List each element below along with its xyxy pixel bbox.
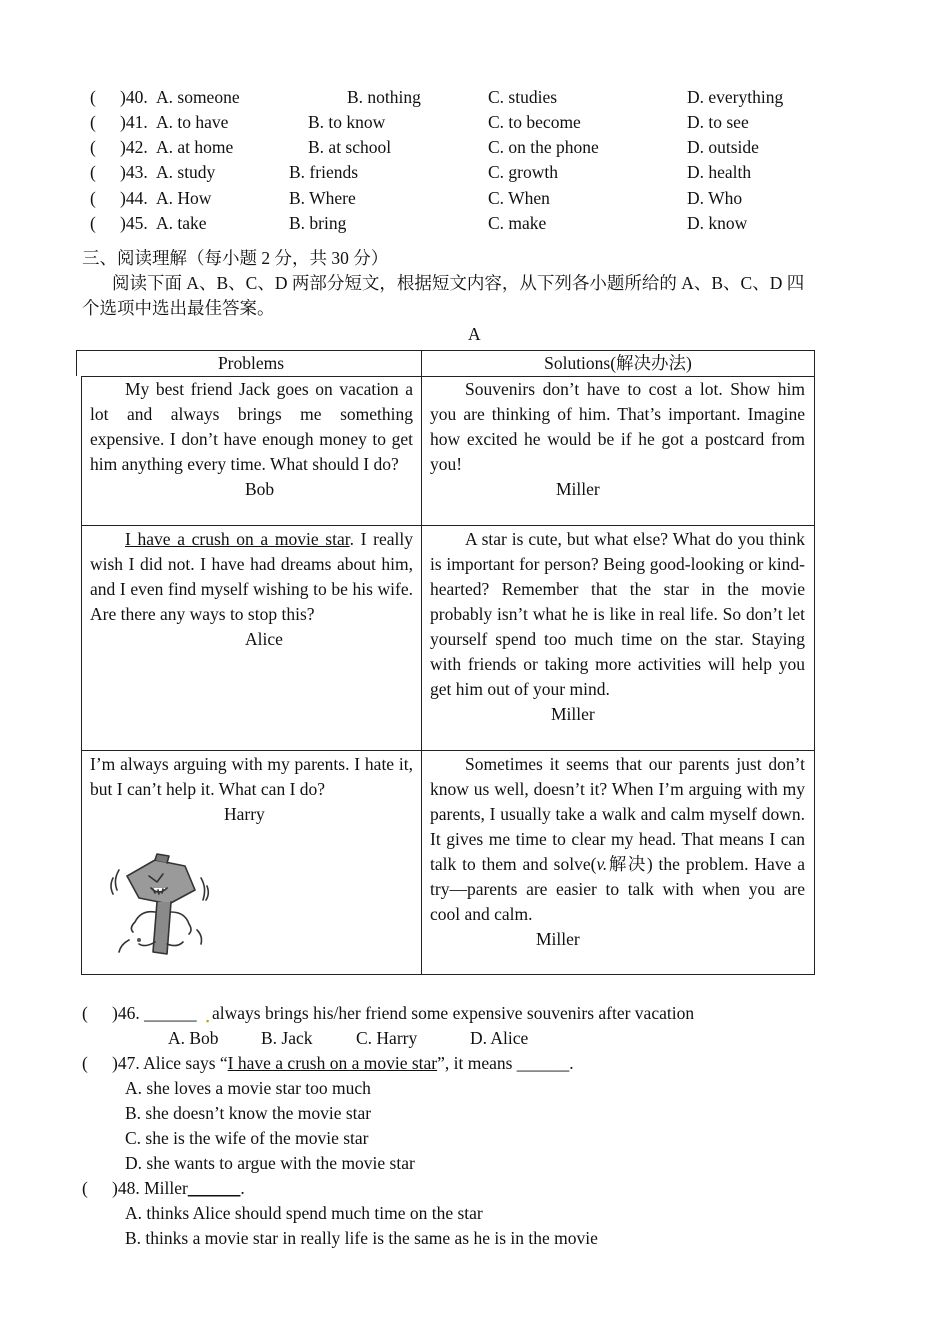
- question-stem: [112, 1051, 574, 1076]
- option-d: D. to see: [687, 112, 749, 132]
- option-c: C. make: [488, 213, 547, 233]
- solution-signature: Miller: [551, 704, 595, 724]
- header-problems: Problems: [217, 353, 285, 373]
- option-c: C. growth: [488, 162, 558, 182]
- option-a: A. she loves a movie star too much: [125, 1078, 371, 1098]
- answer-paren: (: [90, 162, 96, 182]
- stem-end: ”, it means ______.: [437, 1053, 574, 1073]
- answer-paren: (: [82, 1053, 88, 1073]
- problem-cell-bob: [90, 377, 413, 502]
- option-d: D. she wants to argue with the movie star: [125, 1153, 415, 1173]
- section-heading: 三、阅读理解（每小题 2 分，共 30 分）: [82, 248, 389, 268]
- table-border-middle: [421, 350, 422, 974]
- solution-text-part2: ) the problem. Have a try—parents are easier to talk with when you are cool and calm.: [430, 854, 805, 924]
- question-number: )42.: [120, 137, 148, 157]
- passage-label: A: [468, 324, 481, 344]
- option-d: D. Alice: [470, 1028, 529, 1048]
- header-solutions: Solutions(解决办法): [544, 353, 692, 373]
- option-b: B. friends: [289, 162, 359, 182]
- cursor-mark-icon: ▪: [206, 1016, 210, 1026]
- option-b: B. bring: [289, 213, 347, 233]
- mc-question-43: [0, 160, 950, 185]
- option-a: A. take: [156, 213, 207, 233]
- option-a: A. How: [156, 188, 212, 208]
- answer-paren: (: [82, 1003, 88, 1023]
- solution-cell-alice: [430, 527, 805, 727]
- option-c: C. on the phone: [488, 137, 599, 157]
- solution-signature: Miller: [556, 479, 600, 499]
- problem-signature: Bob: [245, 479, 275, 499]
- option-c: C. Harry: [356, 1028, 418, 1048]
- problem-text: My best friend Jack goes on vacation a lot and always brings me something expensive. I don’t have enough money to get him anything every time. What should I do?: [90, 379, 413, 474]
- solution-chinese-gloss: 解决: [607, 854, 647, 874]
- solution-cell-harry: [430, 752, 805, 952]
- answer-paren: (: [82, 1178, 88, 1198]
- mc-question-44: [0, 186, 950, 211]
- option-b: B. Where: [289, 188, 356, 208]
- solution-text: Souvenirs don’t have to cost a lot. Show him you are thinking of him. That’s important. Imagine how excited he would be if he got a postcard from you!: [430, 379, 805, 474]
- section-instruction-line2: 个选项中选出最佳答案。: [82, 298, 275, 318]
- option-a: A. study: [156, 162, 216, 182]
- problem-text: [90, 527, 413, 627]
- table-border-right: [814, 350, 815, 974]
- answer-paren: (: [90, 112, 96, 132]
- answer-paren: (: [90, 188, 96, 208]
- answer-paren: (: [90, 137, 96, 157]
- question-stem: [112, 1176, 245, 1201]
- solution-text: A star is cute, but what else? What do you think is important for person? Being good-looking or kind-hearted? Remember that the star in the movie probably isn’t what he is like in real life. So don’t let yourself spend too much time on the star. Staying with friends or taking more activities will help you get him out of your mind.: [430, 529, 805, 699]
- question-number: )44.: [120, 188, 148, 208]
- option-a: A. Bob: [168, 1028, 219, 1048]
- problem-text: I’m always arguing with my parents. I hate it, but I can’t help it. What can I do?: [90, 754, 413, 799]
- solution-text-part1: Sometimes it seems that our parents just don’t know us well, doesn’t it? When I’m arguing with my parents, I usually take a walk and calm myself down. It gives me time to clear my head. That means I can talk to them and solve(: [430, 754, 805, 874]
- question-number: )41.: [120, 112, 148, 132]
- problems-solutions-table: [81, 350, 815, 975]
- option-d: D. outside: [687, 137, 759, 157]
- option-b: B. to know: [308, 112, 386, 132]
- problem-signature: Harry: [224, 804, 265, 824]
- option-a: A. thinks Alice should spend much time on the star: [125, 1203, 483, 1223]
- option-c: C. she is the wife of the movie star: [125, 1128, 369, 1148]
- option-c: C. When: [488, 188, 550, 208]
- option-b: B. she doesn’t know the movie star: [125, 1103, 372, 1123]
- solution-text: [430, 752, 805, 927]
- option-a: A. someone: [156, 87, 240, 107]
- mc-question-40: [0, 85, 950, 110]
- option-b: B. at school: [308, 137, 392, 157]
- table-border: [81, 525, 815, 526]
- solution-cell-bob: [430, 377, 805, 502]
- stem-start: )47. Alice says “: [112, 1053, 228, 1073]
- section-instruction-line1: 阅读下面 A、B、C、D 两部分短文，根据短文内容，从下列各小题所给的 A、B、C、D 四: [112, 273, 805, 293]
- option-c: C. to become: [488, 112, 581, 132]
- question-number: )45.: [120, 213, 148, 233]
- option-b: B. Jack: [261, 1028, 313, 1048]
- mc-question-42: [0, 135, 950, 160]
- table-border-left: [81, 376, 82, 974]
- table-border-bottom: [81, 974, 815, 975]
- answer-paren: (: [90, 213, 96, 233]
- solution-italic-v: v.: [596, 854, 608, 874]
- stem-end: .: [240, 1178, 245, 1198]
- option-d: D. Who: [687, 188, 743, 208]
- mc-question-45: [0, 211, 950, 236]
- option-d: D. everything: [687, 87, 784, 107]
- question-number: )40.: [120, 87, 148, 107]
- stem-start: )48. Miller: [112, 1178, 188, 1198]
- option-d: D. know: [687, 213, 748, 233]
- option-a: A. to have: [156, 112, 229, 132]
- question-number: )43.: [120, 162, 148, 182]
- problem-underlined-text: I have a crush on a movie star: [125, 529, 350, 549]
- problem-rest-text: . I really wish I did not. I have had dreams about him, and I even find myself wishing to be his wife. Are there any ways to stop this?: [90, 529, 413, 624]
- table-border-left-head: [76, 350, 77, 376]
- option-b: B. thinks a movie star in really life is the same as he is in the movie: [125, 1228, 598, 1248]
- option-a: A. at home: [156, 137, 234, 157]
- hammer-cartoon-illustration: [109, 850, 213, 958]
- question-stem-number: )46. ______: [112, 1003, 197, 1023]
- solution-signature: Miller: [536, 929, 580, 949]
- problem-signature: Alice: [245, 629, 283, 649]
- option-c: C. studies: [488, 87, 558, 107]
- option-b: B. nothing: [347, 87, 421, 107]
- table-border: [81, 750, 815, 751]
- problem-cell-harry: [90, 752, 413, 827]
- question-stem-text: always brings his/her friend some expensive souvenirs after vacation: [212, 1003, 695, 1023]
- mc-question-41: [0, 110, 950, 135]
- stem-blank: ______: [187, 1178, 241, 1198]
- answer-paren: (: [90, 87, 96, 107]
- stem-underlined: I have a crush on a movie star: [227, 1053, 438, 1073]
- problem-cell-alice: [90, 527, 413, 652]
- option-d: D. health: [687, 162, 752, 182]
